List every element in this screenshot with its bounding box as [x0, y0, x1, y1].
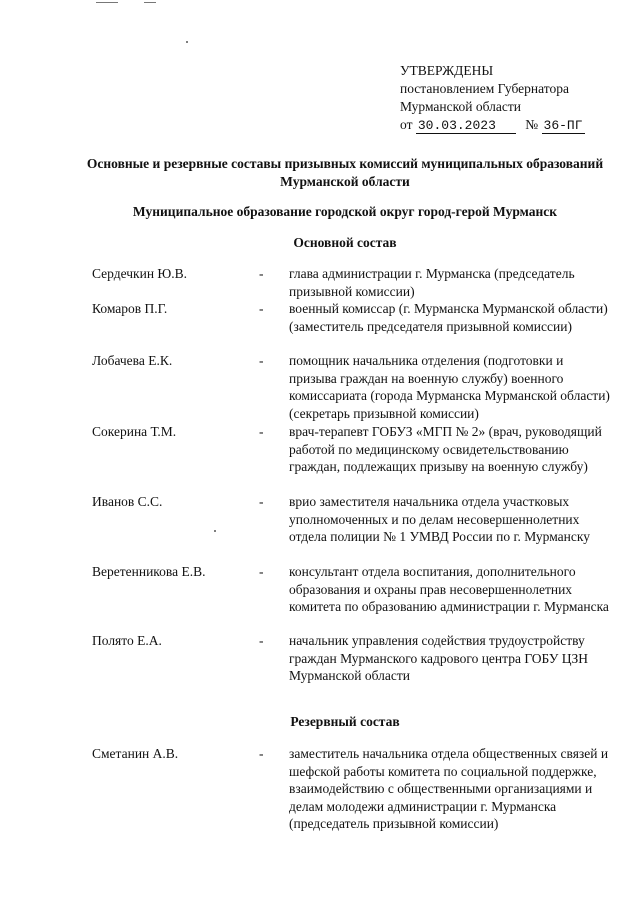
- reserve-composition-heading: Резервный состав: [290, 714, 400, 729]
- member-role: консультант отдела воспитания, дополнительного образования и охраны прав несовершеннолетних комитета по образованию администрации г. Мурманска: [289, 564, 609, 614]
- member-name: Сокерина Т.М.: [92, 424, 177, 439]
- member-dash: -: [259, 301, 264, 316]
- member-name: Комаров П.Г.: [92, 301, 168, 316]
- main-composition-heading: Основной состав: [293, 235, 397, 250]
- member-name: Сердечкин Ю.В.: [92, 266, 188, 281]
- member-dash: -: [259, 353, 264, 368]
- member-dash: -: [259, 564, 264, 579]
- number-prefix: №: [525, 117, 539, 132]
- member-dash: -: [259, 494, 264, 509]
- approval-date: 30.03.2023: [416, 118, 516, 134]
- member-role: помощник начальника отделения (подготовки и призыва граждан на военную службу) военного комиссариата (города Мурманска Мурманской области) (секретарь призывной комиссии): [289, 353, 610, 421]
- member-role: глава администрации г. Мурманска (председатель призывной комиссии): [289, 266, 575, 299]
- member-role: врио заместителя начальника отдела участковых уполномоченных и по делам несовершеннолетних отдела полиции № 1 УМВД России по г. Мурманску: [289, 494, 591, 544]
- member-dash: -: [259, 266, 264, 281]
- date-prefix: от: [400, 117, 413, 132]
- member-dash: -: [259, 746, 264, 761]
- member-name: Сметанин А.В.: [92, 746, 179, 761]
- approval-line-2: Мурманской области: [400, 99, 521, 114]
- approval-heading: УТВЕРЖДЕНЫ: [400, 63, 494, 78]
- member-role: военный комиссар (г. Мурманска Мурманской области) (заместитель председателя призывной комиссии): [289, 301, 608, 334]
- document-title: Основные и резервные составы призывных комиссий муниципальных образований Мурманской области: [86, 156, 604, 189]
- scan-mark: [96, 2, 118, 3]
- approval-number: 36-ПГ: [543, 118, 583, 133]
- member-name: Лобачева Е.К.: [92, 353, 173, 368]
- member-dash: -: [259, 633, 264, 648]
- scan-speck: [214, 530, 216, 532]
- member-name: Веретенникова Е.В.: [92, 564, 206, 579]
- member-role: заместитель начальника отдела общественных связей и шефской работы комитета по социальной поддержке, взаимодействию с общественными организациями и делам молодежи администрации г. Мурманска (председатель призывной комиссии): [289, 746, 609, 831]
- approval-date-line: [400, 116, 585, 135]
- member-role: врач-терапевт ГОБУЗ «МГП № 2» (врач, руководящий работой по медицинскому освидетельствованию граждан, подлежащих призыву на военную службу): [289, 424, 602, 474]
- municipality-title: Муниципальное образование городской округ город-герой Мурманск: [132, 204, 558, 219]
- scan-mark: [144, 2, 156, 3]
- member-role: начальник управления содействия трудоустройству граждан Мурманского кадрового центра ГОБУ ЦЗН Мурманской области: [289, 633, 589, 683]
- member-dash: -: [259, 424, 264, 439]
- approval-line-1: постановлением Губернатора: [400, 81, 569, 96]
- member-name: Полято Е.А.: [92, 633, 162, 648]
- approval-block: [400, 62, 585, 135]
- scan-speck: [186, 41, 188, 43]
- member-name: Иванов С.С.: [92, 494, 163, 509]
